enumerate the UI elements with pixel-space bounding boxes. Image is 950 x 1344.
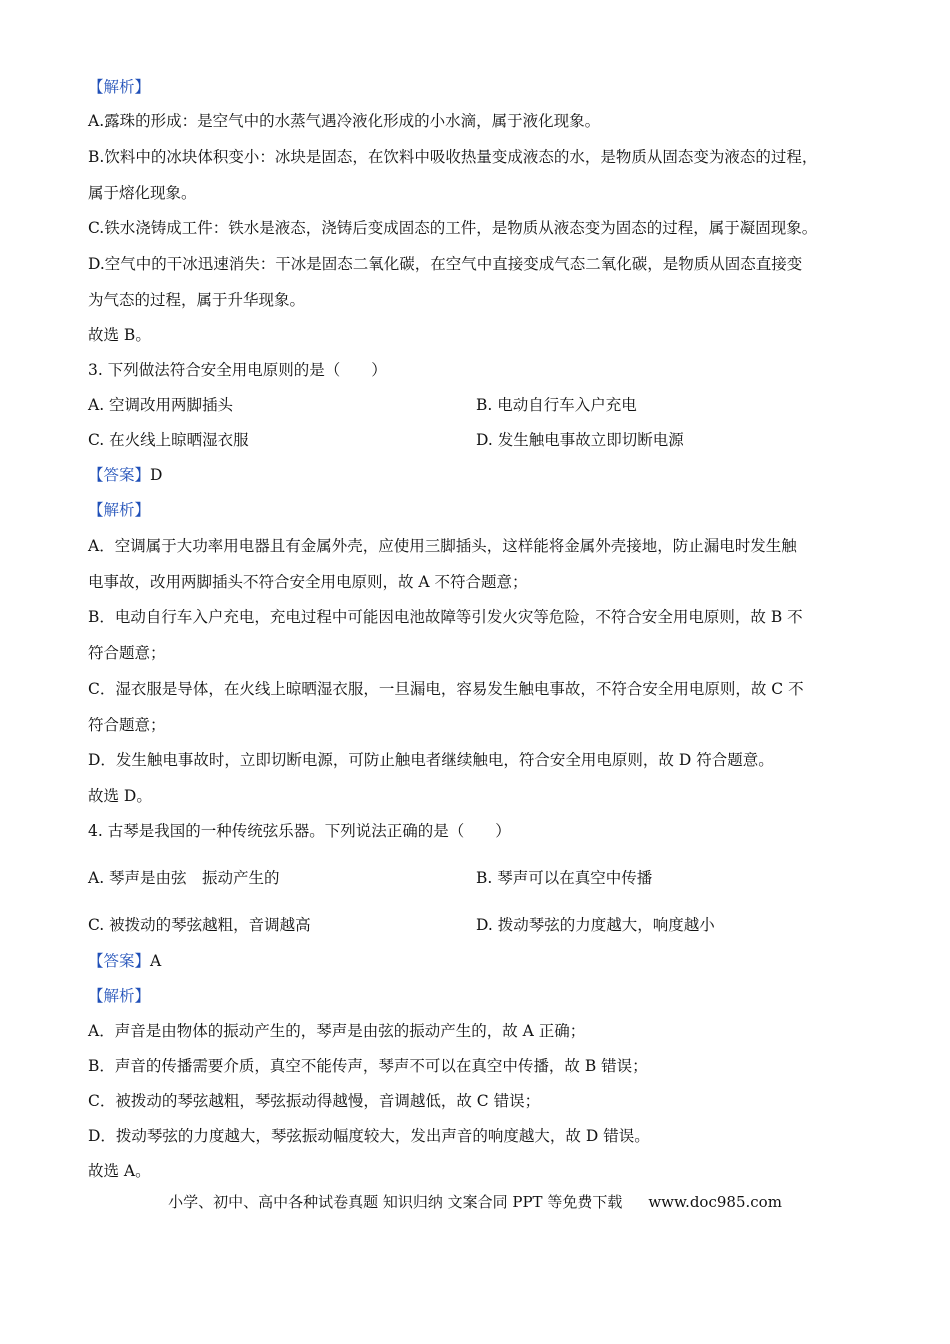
q4-analysis-c: C．被拨动的琴弦越粗，琴弦振动得越慢，音调越低，故 C 错误； [88, 1092, 541, 1110]
q4-analysis-a: A．声音是由物体的振动产生的，琴声是由弦的振动产生的，故 A 正确； [88, 1022, 586, 1040]
q2-analysis-d-line1: D.空气中的干冰迅速消失：干冰是固态二氧化碳，在空气中直接变成气态二氧化碳，是物质从固态直接变 [88, 255, 803, 273]
q3-option-d: D. 发生触电事故立即切断电源 [476, 431, 684, 449]
q3-answer-value: D [150, 466, 163, 484]
q4-answer [88, 950, 161, 972]
q3-analysis-a-line1: A．空调属于大功率用电器且有金属外壳，应使用三脚插头，这样能将金属外壳接地，防止漏电时发生触 [88, 537, 797, 555]
q4-stem: 4. 古琴是我国的一种传统弦乐器。下列说法正确的是（ ） [88, 822, 511, 840]
q3-analysis-c-line1: C．湿衣服是导体，在火线上晾晒湿衣服，一旦漏电，容易发生触电事故，不符合安全用电原则，故 C 不 [88, 680, 804, 698]
q3-answer [88, 464, 162, 486]
page-footer [0, 1191, 950, 1212]
q3-option-c: C. 在火线上晾晒湿衣服 [88, 431, 249, 449]
q3-option-b: B. 电动自行车入户充电 [476, 396, 637, 414]
footer-site-link[interactable]: www.doc985.com [648, 1193, 782, 1211]
q4-conclusion: 故选 A。 [88, 1162, 151, 1180]
q2-analysis-d-line2: 为气态的过程，属于升华现象。 [88, 291, 306, 309]
q2-analysis-c: C.铁水浇铸成工件：铁水是液态，浇铸后变成固态的工件，是物质从液态变为固态的过程，属于凝固现象。 [88, 219, 818, 237]
q2-analysis-b-line1: B.饮料中的冰块体积变小：冰块是固态，在饮料中吸收热量变成液态的水，是物质从固态变为液态的过程， [88, 148, 818, 166]
footer-text: 小学、初中、高中各种试卷真题 知识归纳 文案合同 PPT 等免费下载 [168, 1193, 623, 1211]
q4-option-c: C. 被拨动的琴弦越粗，音调越高 [88, 916, 311, 934]
q4-answer-tag: 【答案】 [88, 952, 151, 970]
q4-option-d: D. 拨动琴弦的力度越大，响度越小 [476, 916, 715, 934]
q3-answer-tag: 【答案】 [88, 466, 151, 484]
q3-analysis-tag: 【解析】 [88, 501, 151, 519]
q4-analysis-d: D．拨动琴弦的力度越大，琴弦振动幅度较大，发出声音的响度越大，故 D 错误。 [88, 1127, 650, 1145]
q3-analysis-b-line2: 符合题意； [88, 644, 166, 662]
q3-analysis-d: D．发生触电事故时，立即切断电源，可防止触电者继续触电，符合安全用电原则，故 D 符合题意。 [88, 751, 774, 769]
q3-option-a: A. 空调改用两脚插头 [88, 396, 234, 414]
q3-conclusion: 故选 D。 [88, 787, 152, 805]
q4-answer-value: A [150, 952, 162, 970]
q3-stem: 3. 下列做法符合安全用电原则的是（ ） [88, 361, 387, 379]
q3-analysis-a-line2: 电事故，改用两脚插头不符合安全用电原则，故 A 不符合题意； [88, 573, 528, 591]
q3-analysis-b-line1: B．电动自行车入户充电，充电过程中可能因电池故障等引发火灾等危险，不符合安全用电原则，故 B 不 [88, 608, 803, 626]
q3-analysis-c-line2: 符合题意； [88, 716, 166, 734]
q2-analysis-tag: 【解析】 [88, 78, 151, 96]
q2-conclusion: 故选 B。 [88, 326, 151, 344]
q4-option-a: A. 琴声是由弦 振动产生的 [88, 869, 280, 887]
q4-analysis-tag: 【解析】 [88, 987, 151, 1005]
q4-option-b: B. 琴声可以在真空中传播 [476, 869, 653, 887]
q2-analysis-a: A.露珠的形成：是空气中的水蒸气遇冷液化形成的小水滴，属于液化现象。 [88, 112, 601, 130]
q2-analysis-b-line2: 属于熔化现象。 [88, 184, 197, 202]
q4-analysis-b: B．声音的传播需要介质，真空不能传声，琴声不可以在真空中传播，故 B 错误； [88, 1057, 648, 1075]
